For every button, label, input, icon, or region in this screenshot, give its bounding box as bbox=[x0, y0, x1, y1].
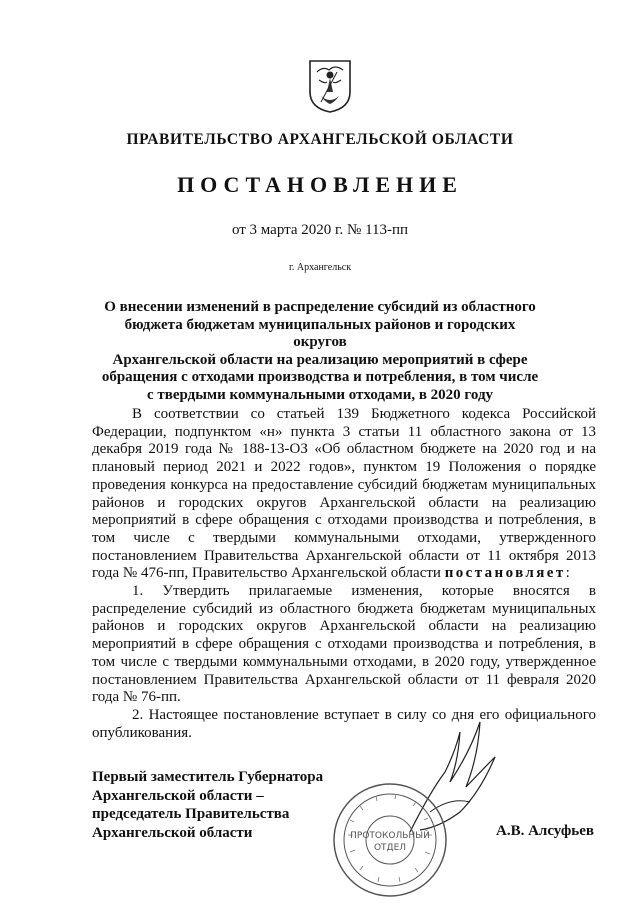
title-line: О внесении изменений в распределение субсидий из областного bbox=[104, 299, 536, 315]
paragraph-item-2: 2. Настоящее постановление вступает в силу со дня его официального опубликования. bbox=[92, 706, 596, 741]
document-title bbox=[100, 299, 540, 405]
preamble-end: : bbox=[565, 565, 570, 582]
resolve-word: постановляет bbox=[444, 565, 566, 582]
document-date: от 3 марта 2020 г. № 113-пп bbox=[231, 222, 409, 238]
position-line: Архангельской области – bbox=[92, 787, 264, 804]
organization-title: ПРАВИТЕЛЬСТВО АРХАНГЕЛЬСКОЙ ОБЛАСТИ bbox=[126, 131, 514, 148]
document-body bbox=[92, 406, 596, 742]
title-line: обращения с отходами производства и потребления, в том числе bbox=[101, 369, 539, 386]
title-line: с твердыми коммунальными отходами, в 2020 году bbox=[146, 386, 494, 403]
position-line: Первый заместитель Губернатора bbox=[92, 769, 324, 785]
position-line: председатель Правительства bbox=[92, 806, 290, 822]
title-line: Архангельской области на реализацию мероприятий в сфере bbox=[112, 351, 528, 368]
paragraph-preamble bbox=[92, 406, 596, 583]
position-line: Архангельской области bbox=[92, 824, 253, 841]
signatory-position bbox=[92, 768, 323, 842]
title-line: бюджета бюджетам муниципальных районов и городских округов bbox=[124, 316, 516, 351]
paragraph-item-1: 1. Утвердить прилагаемые изменения, которые вносятся в распределение субсидий из областного бюджета бюджетам муниципальных районов и городских округов Архангельской области на реализацию мероприятий в сфере обращения с отходами производства и потребления, в том числе с твердыми коммунальными отходами, в 2020 году, утвержденное постановлением Правительства Архангельской области от 11 февраля 2020 года № 76-пп. bbox=[92, 583, 596, 706]
document-city: г. Архангельск bbox=[288, 262, 352, 273]
signatory-name: А.В. Алсуфьев bbox=[496, 823, 594, 839]
svg-text:ПРОТОКОЛЬНЫЙ: ПРОТОКОЛЬНЫЙ bbox=[350, 831, 430, 841]
svg-text:ОТДЕЛ: ОТДЕЛ bbox=[373, 843, 407, 853]
coat-of-arms-icon bbox=[307, 58, 353, 114]
document-type: ПОСТАНОВЛЕНИЕ bbox=[177, 172, 463, 197]
official-stamp bbox=[330, 780, 450, 900]
preamble-text: В соответствии со статьей 139 Бюджетного кодекса Российской Федерации, подпунктом «н» пункта 3 статьи 11 областного закона от 13 декабря 2019 года № 188-13-ОЗ «Об областном бюджете на 2020 год и на плановый период 2021 и 2022 годов», пунктом 19 Положения о порядке проведения конкурса на предоставление субсидий бюджетам муниципальных районов и городских округов Архангельской области на реализацию мероприятий в сфере обращения с отходами производства и потребления, в том числе с твердыми коммунальными отходами, утвержденного постановлением Правительства Архангельской области от 11 октября 2013 года № 476-пп, Правительство Архангельской области bbox=[92, 406, 596, 582]
